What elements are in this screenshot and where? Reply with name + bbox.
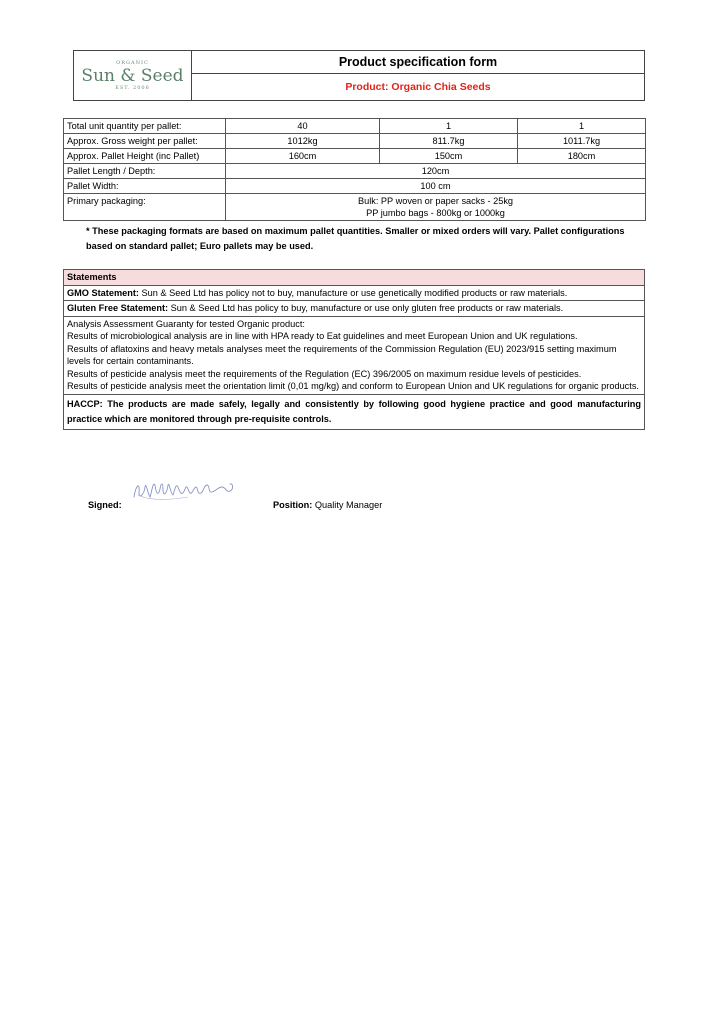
packaging-cell [226,194,646,221]
analysis-line: Results of pesticide analysis meet the orientation limit (0,01 mg/kg) and conform to European Union and UK regulations for organic products. [67,381,639,391]
form-title: Product specification form [192,51,644,74]
cell-value: 1011.7kg [518,134,646,149]
form-header [73,50,645,101]
haccp-statement [64,395,644,429]
pallet-table [63,118,646,221]
haccp-label: HACCP: [67,398,103,409]
cell-value: 40 [226,119,380,134]
gluten-label: Gluten Free Statement: [67,303,169,313]
logo-cell [74,51,192,100]
packaging-line: Bulk: PP woven or paper sacks - 25kg [357,196,514,206]
row-label: Primary packaging: [64,194,226,221]
gmo-text: Sun & Seed Ltd has policy not to buy, manufacture or use genetically modified products or raw materials. [138,287,568,298]
gluten-statement [64,301,644,317]
row-label: Pallet Width: [64,179,226,194]
analysis-line: Analysis Assessment Guaranty for tested Organic product: [67,318,305,329]
table-row [64,149,646,164]
analysis-line: Results of microbiological analysis are in line with HPA ready to Eat guidelines and meet European Union and UK regulations. [67,331,578,341]
title-cell [192,51,644,100]
packaging-line: PP jumbo bags - 800kg or 1000kg [366,208,505,218]
position-label: Position: [273,500,313,510]
company-logo [81,61,183,91]
row-label: Pallet Length / Depth: [64,164,226,179]
gmo-label: GMO Statement: [67,287,139,298]
gluten-text: Sun & Seed Ltd has policy to buy, manufacture or use only gluten free products or raw materials. [168,303,564,313]
table-row [64,179,646,194]
analysis-line: Results of pesticide analysis meet the requirements of the Regulation (EC) 396/2005 on maximum residue levels of pesticides. [67,368,582,379]
analysis-statement [64,317,644,395]
table-row [64,134,646,149]
packaging-note: * These packaging formats are based on maximum pallet quantities. Smaller or mixed orders will vary. Pallet configurations based on standard pallet; Euro pallets may be used. [86,226,625,251]
statements-box [63,269,645,430]
cell-value: 1 [380,119,518,134]
haccp-text: The products are made safely, legally and consistently by following good hygiene practice and good manufacturing practice which are monitored through pre-requisite controls. [67,398,641,424]
table-row [64,194,646,221]
position-field [273,500,382,510]
statements-heading: Statements [64,270,644,286]
logo-top-text: ORGANIC [116,59,149,66]
logo-brand: Sun & Seed [81,65,184,86]
product-name: Product: Organic Chia Seeds [345,81,491,93]
cell-value: 160cm [226,149,380,164]
row-label: Total unit quantity per pallet: [64,119,226,134]
cell-value: 180cm [518,149,646,164]
gmo-statement [64,286,644,302]
cell-value: 1012kg [226,134,380,149]
table-row [64,164,646,179]
logo-est-text: EST. 2006 [115,84,150,91]
row-label: Approx. Gross weight per pallet: [64,134,226,149]
position-value: Quality Manager [312,500,383,510]
cell-value: 150cm [380,149,518,164]
cell-value: 100 cm [226,179,646,194]
table-row [64,119,646,134]
handwritten-signature [130,475,240,505]
row-label: Approx. Pallet Height (inc Pallet) [64,149,226,164]
analysis-line: Results of aflatoxins and heavy metals analyses meet the requirements of the Commission Regulation (EU) 2023/915 setting maximum levels for certain contaminants. [67,343,617,366]
cell-value: 120cm [226,164,646,179]
signed-label: Signed: [88,500,122,510]
cell-value: 811.7kg [380,134,518,149]
cell-value: 1 [518,119,646,134]
